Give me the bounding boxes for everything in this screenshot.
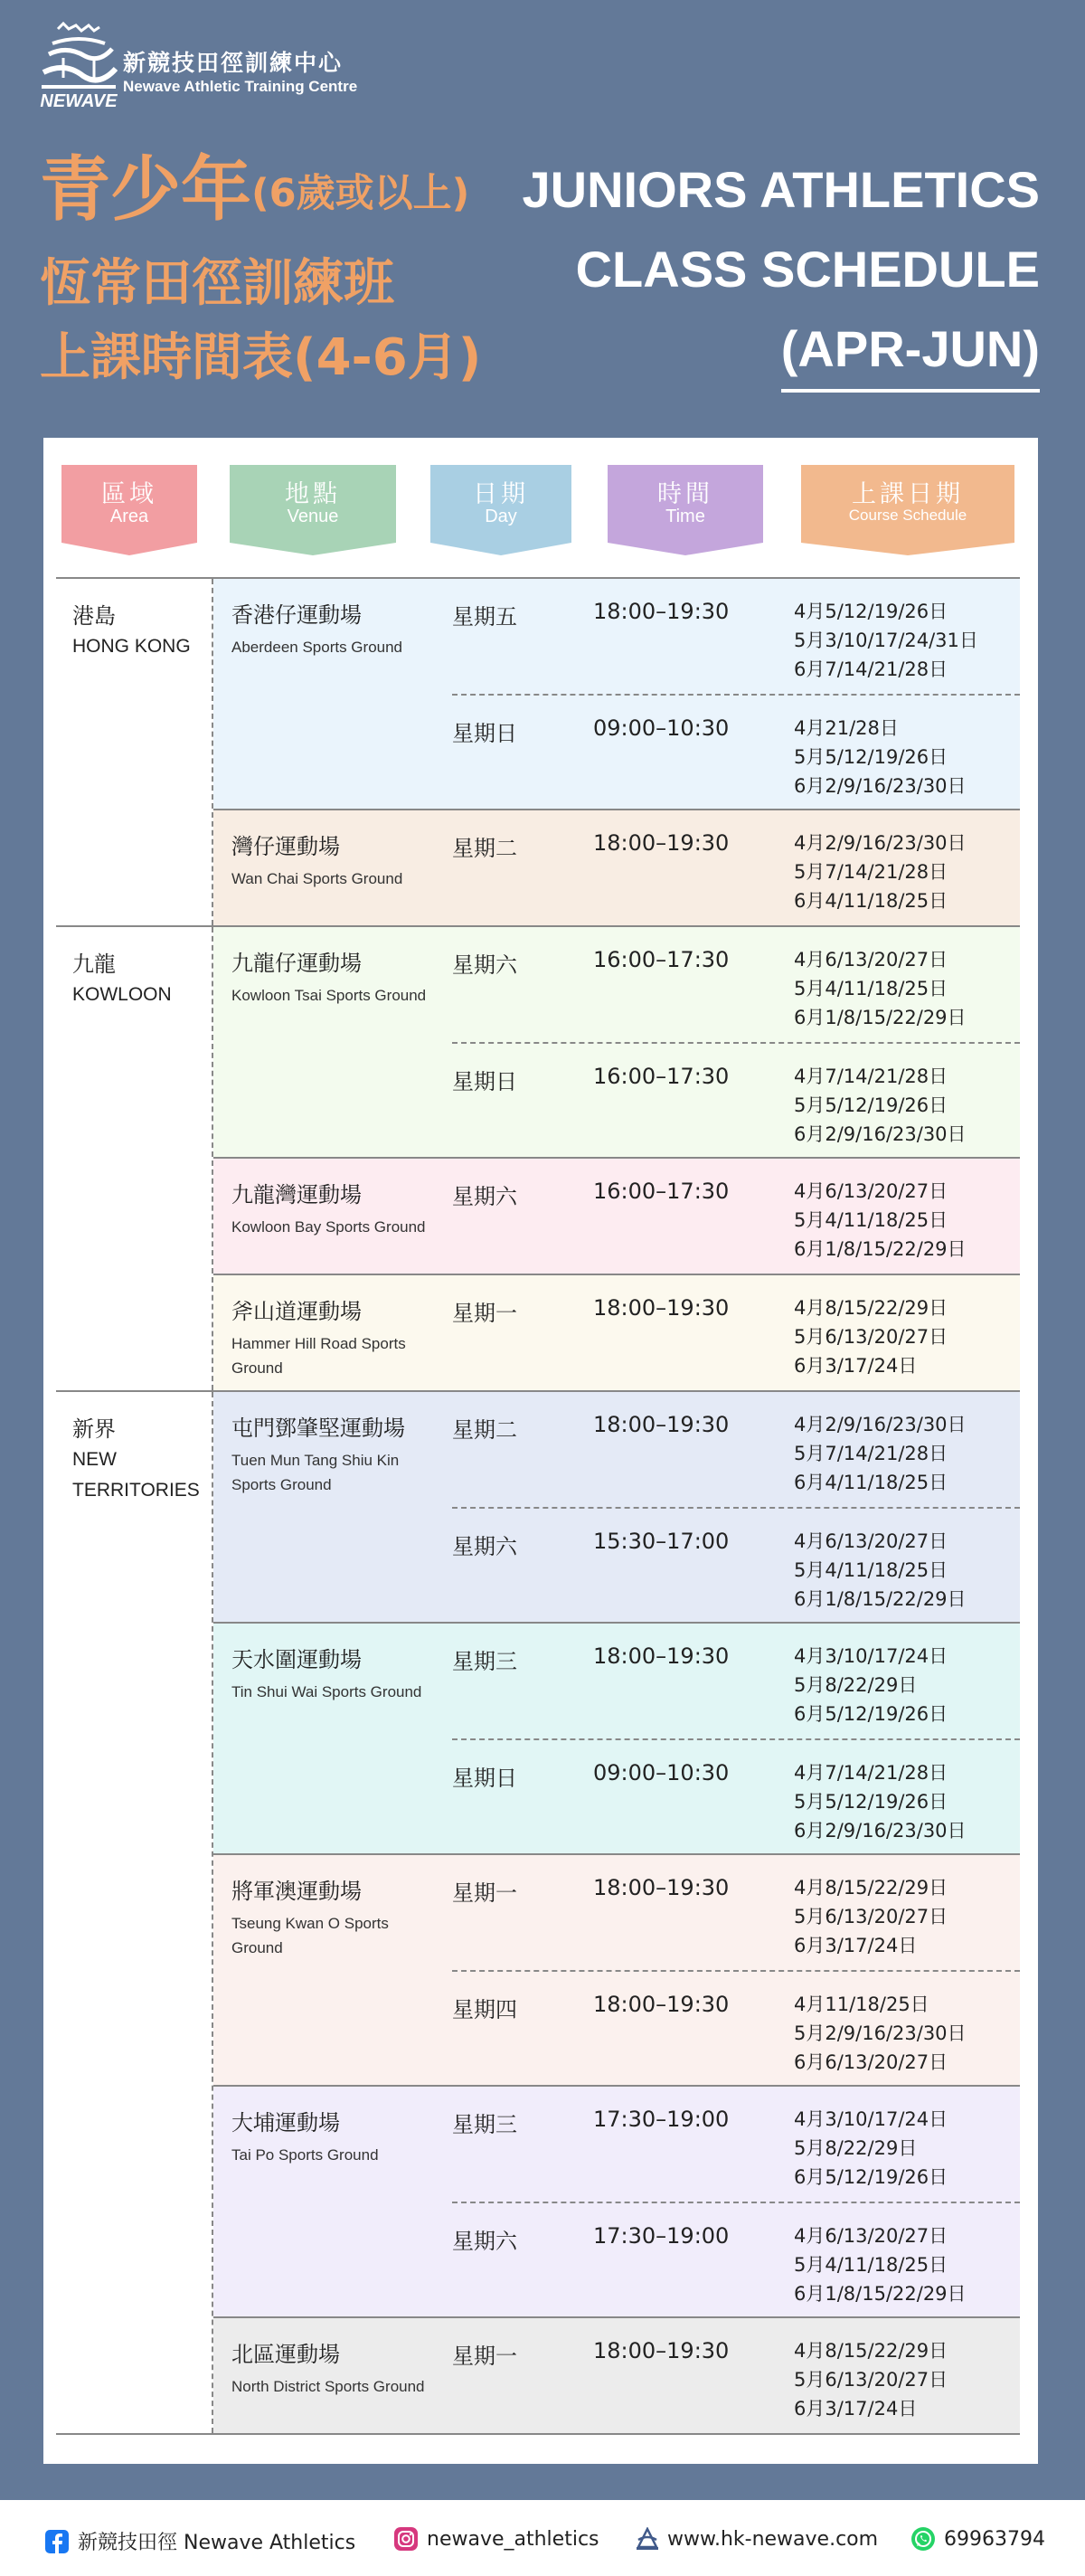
session-date-line: 4月8/15/22/29日 bbox=[794, 1297, 948, 1319]
venue-label bbox=[213, 927, 452, 1157]
title-en-line1: JUNIORS ATHLETICS bbox=[522, 161, 1040, 218]
session-date-line: 4月2/9/16/23/30日 bbox=[794, 832, 967, 854]
session-dates bbox=[794, 1740, 1020, 1853]
newave-logo-icon bbox=[40, 22, 118, 110]
brand-name-cn: 新競技田徑訓練中心 bbox=[123, 50, 344, 76]
session-date-line: 4月7/14/21/28日 bbox=[794, 1065, 948, 1087]
session-date-line: 5月4/11/18/25日 bbox=[794, 1559, 948, 1581]
session-day: 星期二 bbox=[452, 1417, 517, 1443]
session-date-line: 5月4/11/18/25日 bbox=[794, 978, 948, 999]
session-date-line: 4月6/13/20/27日 bbox=[794, 1530, 948, 1552]
session-date-line: 6月5/12/19/26日 bbox=[794, 1703, 948, 1725]
session-date-line: 5月8/22/29日 bbox=[794, 1674, 918, 1696]
venue-name-cn: 斧山道運動場 bbox=[231, 1299, 362, 1324]
venue-label bbox=[213, 1855, 452, 2085]
session-dates bbox=[794, 1275, 1020, 1390]
session-time: 18:00–19:30 bbox=[593, 830, 730, 856]
session-date-line: 6月1/8/15/22/29日 bbox=[794, 1588, 967, 1610]
session-list bbox=[452, 810, 1020, 925]
header-tab-course bbox=[801, 465, 1014, 555]
venue-list bbox=[213, 1392, 1020, 2433]
header-en: Day bbox=[485, 507, 517, 526]
header-en: Area bbox=[109, 507, 149, 526]
session-time: 17:30–19:00 bbox=[593, 2107, 730, 2132]
session-row bbox=[452, 2202, 1020, 2316]
session-row bbox=[452, 694, 1020, 809]
session-day: 星期六 bbox=[452, 952, 517, 978]
session-dates bbox=[794, 2087, 1020, 2202]
region-row bbox=[56, 1392, 1020, 2435]
footer bbox=[0, 2500, 1085, 2576]
region-label bbox=[56, 579, 213, 925]
region-name-cn: 港島 bbox=[72, 603, 116, 629]
session-date-line: 4月2/9/16/23/30日 bbox=[794, 1414, 967, 1435]
session-list bbox=[452, 579, 1020, 809]
session-row bbox=[452, 1738, 1020, 1853]
session-date-line: 4月6/13/20/27日 bbox=[794, 2225, 948, 2247]
session-time: 18:00–19:30 bbox=[593, 1875, 730, 1900]
header-tab-time bbox=[608, 465, 763, 555]
session-time: 18:00–19:30 bbox=[593, 1643, 730, 1669]
session-list bbox=[452, 1275, 1020, 1390]
session-date-line: 6月2/9/16/23/30日 bbox=[794, 775, 967, 797]
session-date-line: 4月8/15/22/29日 bbox=[794, 2340, 948, 2362]
session-day: 星期日 bbox=[452, 1069, 517, 1094]
session-time: 16:00–17:30 bbox=[593, 1064, 730, 1089]
session-list bbox=[452, 927, 1020, 1157]
region-name-cn: 新界 bbox=[72, 1416, 116, 1442]
session-day: 星期四 bbox=[452, 1997, 517, 2022]
instagram-text: newave_athletics bbox=[427, 2527, 599, 2551]
session-date-line: 6月1/8/15/22/29日 bbox=[794, 2283, 967, 2305]
session-date-line: 6月6/13/20/27日 bbox=[794, 2051, 948, 2073]
title-cn-age: (6歲或以上) bbox=[251, 171, 470, 216]
session-day: 星期日 bbox=[452, 721, 517, 746]
title-en-line2: CLASS SCHEDULE bbox=[575, 241, 1040, 298]
session-date-line: 6月3/17/24日 bbox=[794, 1355, 918, 1377]
session-row bbox=[452, 1855, 1020, 1970]
session-day: 星期三 bbox=[452, 1649, 517, 1674]
venue-name-en: Tuen Mun Tang Shiu Kin Sports Ground bbox=[231, 1452, 400, 1493]
session-date-line: 4月6/13/20/27日 bbox=[794, 949, 948, 971]
venue-label bbox=[213, 2087, 452, 2316]
title-cn-line2: 恆常田徑訓練班 bbox=[40, 254, 394, 313]
session-row bbox=[452, 927, 1020, 1042]
venue-name-en: Tin Shui Wai Sports Ground bbox=[231, 1683, 422, 1700]
session-date-line: 5月4/11/18/25日 bbox=[794, 2254, 948, 2276]
facebook-icon bbox=[45, 2530, 69, 2553]
venue-name-en: North District Sports Ground bbox=[231, 2378, 425, 2395]
venue-label bbox=[213, 1275, 452, 1390]
venue-row bbox=[213, 1274, 1020, 1390]
session-time: 17:30–19:00 bbox=[593, 2223, 730, 2249]
website-link[interactable] bbox=[635, 2527, 878, 2551]
session-dates bbox=[794, 1392, 1020, 1507]
session-date-line: 5月6/13/20/27日 bbox=[794, 1326, 948, 1348]
venue-list bbox=[213, 927, 1020, 1390]
session-date-line: 5月7/14/21/28日 bbox=[794, 1443, 948, 1464]
facebook-text: 新競技田徑 Newave Athletics bbox=[78, 2532, 356, 2554]
venue-label bbox=[213, 1392, 452, 1622]
session-row bbox=[452, 579, 1020, 694]
session-date-line: 6月4/11/18/25日 bbox=[794, 1472, 948, 1493]
header-en: Course Schedule bbox=[848, 507, 967, 524]
session-row bbox=[452, 1507, 1020, 1622]
region-name-en: KOWLOON bbox=[72, 984, 172, 1005]
session-date-line: 4月6/13/20/27日 bbox=[794, 1180, 948, 1202]
session-date-line: 6月5/12/19/26日 bbox=[794, 2166, 948, 2188]
session-dates bbox=[794, 696, 1020, 809]
venue-list bbox=[213, 579, 1020, 925]
session-time: 18:00–19:30 bbox=[593, 1992, 730, 2017]
session-time: 18:00–19:30 bbox=[593, 2338, 730, 2363]
venue-name-cn: 北區運動場 bbox=[231, 2342, 340, 2367]
header-cn: 日期 bbox=[473, 480, 529, 508]
whatsapp-icon bbox=[911, 2527, 935, 2551]
header-cn: 上課日期 bbox=[852, 480, 964, 508]
session-date-line: 4月8/15/22/29日 bbox=[794, 1877, 948, 1899]
session-list bbox=[452, 1392, 1020, 1622]
session-row bbox=[452, 1042, 1020, 1157]
title-cn-line3: 上課時間表(4-6月) bbox=[40, 328, 482, 387]
brand-name-en: Newave Athletic Training Centre bbox=[123, 78, 358, 95]
session-day: 星期六 bbox=[452, 2229, 517, 2254]
session-row bbox=[452, 1159, 1020, 1274]
header-en: Time bbox=[665, 507, 705, 526]
session-dates bbox=[794, 1855, 1020, 1970]
header-tab-day bbox=[430, 465, 571, 555]
session-day: 星期二 bbox=[452, 836, 517, 861]
session-day: 星期六 bbox=[452, 1534, 517, 1559]
region-label bbox=[56, 1392, 213, 2433]
venue-name-cn: 大埔運動場 bbox=[231, 2110, 340, 2136]
session-dates bbox=[794, 579, 1020, 694]
venue-name-cn: 將軍澳運動場 bbox=[231, 1879, 362, 1904]
whatsapp-text: 69963794 bbox=[944, 2527, 1045, 2551]
venue-label bbox=[213, 1159, 452, 1274]
session-date-line: 6月2/9/16/23/30日 bbox=[794, 1820, 967, 1842]
venue-name-cn: 九龍仔運動場 bbox=[231, 951, 362, 976]
venue-name-en: Kowloon Tsai Sports Ground bbox=[231, 987, 427, 1004]
facebook-link[interactable] bbox=[45, 2527, 355, 2555]
session-day: 星期一 bbox=[452, 1880, 517, 1906]
session-dates bbox=[794, 2203, 1020, 2316]
instagram-icon bbox=[394, 2527, 418, 2551]
session-date-line: 5月6/13/20/27日 bbox=[794, 2369, 948, 2391]
session-time: 16:00–17:30 bbox=[593, 947, 730, 972]
session-date-line: 6月2/9/16/23/30日 bbox=[794, 1123, 967, 1145]
venue-row bbox=[213, 2316, 1020, 2433]
session-list bbox=[452, 2087, 1020, 2316]
session-date-line: 5月5/12/19/26日 bbox=[794, 1791, 948, 1813]
venue-name-en: Wan Chai Sports Ground bbox=[231, 870, 403, 887]
session-dates bbox=[794, 810, 1020, 925]
session-dates bbox=[794, 1624, 1020, 1738]
session-row bbox=[452, 2318, 1020, 2433]
instagram-link[interactable] bbox=[394, 2527, 599, 2551]
venue-row bbox=[213, 1392, 1020, 1622]
venue-name-en: Aberdeen Sports Ground bbox=[231, 639, 403, 656]
session-date-line: 4月11/18/25日 bbox=[794, 1994, 929, 2015]
venue-name-cn: 香港仔運動場 bbox=[231, 602, 362, 628]
venue-name-cn: 屯門鄧肇堅運動場 bbox=[231, 1416, 405, 1441]
header-en: Venue bbox=[287, 507, 339, 526]
session-date-line: 5月5/12/19/26日 bbox=[794, 746, 948, 768]
session-day: 星期六 bbox=[452, 1184, 517, 1209]
session-date-line: 6月4/11/18/25日 bbox=[794, 890, 948, 912]
session-dates bbox=[794, 1509, 1020, 1622]
venue-name-en: Tai Po Sports Ground bbox=[231, 2146, 379, 2164]
session-day: 星期一 bbox=[452, 2344, 517, 2369]
session-row bbox=[452, 1275, 1020, 1390]
session-date-line: 5月7/14/21/28日 bbox=[794, 861, 948, 883]
venue-row bbox=[213, 2085, 1020, 2316]
session-date-line: 5月5/12/19/26日 bbox=[794, 1094, 948, 1116]
session-date-line: 5月8/22/29日 bbox=[794, 2137, 918, 2159]
venue-row bbox=[213, 579, 1020, 809]
session-date-line: 6月7/14/21/28日 bbox=[794, 658, 948, 680]
session-dates bbox=[794, 1159, 1020, 1274]
logo-text: NEWAVE bbox=[40, 91, 118, 110]
session-row bbox=[452, 1970, 1020, 2085]
session-row bbox=[452, 2087, 1020, 2202]
venue-label bbox=[213, 1624, 452, 1853]
session-time: 18:00–19:30 bbox=[593, 1295, 730, 1321]
session-time: 18:00–19:30 bbox=[593, 599, 730, 624]
session-dates bbox=[794, 2318, 1020, 2433]
region-name-cn: 九龍 bbox=[72, 952, 116, 977]
region-row bbox=[56, 927, 1020, 1392]
venue-name-en: Hammer Hill Road Sports Ground bbox=[231, 1335, 406, 1377]
region-row bbox=[56, 577, 1020, 927]
session-row bbox=[452, 810, 1020, 925]
session-row bbox=[452, 1392, 1020, 1507]
header-cn: 區域 bbox=[101, 480, 157, 508]
session-date-line: 6月3/17/24日 bbox=[794, 1935, 918, 1956]
session-list bbox=[452, 1855, 1020, 2085]
venue-name-cn: 天水圍運動場 bbox=[231, 1647, 362, 1672]
session-date-line: 6月3/17/24日 bbox=[794, 2398, 918, 2420]
region-name-en: HONG KONG bbox=[72, 636, 191, 657]
session-date-line: 4月3/10/17/24日 bbox=[794, 2108, 948, 2130]
title-cn-main: 青少年 bbox=[40, 149, 252, 231]
newave-small-logo-icon bbox=[635, 2527, 658, 2551]
header-tab-area bbox=[61, 465, 197, 555]
session-list bbox=[452, 1159, 1020, 1274]
session-day: 星期三 bbox=[452, 2112, 517, 2137]
session-date-line: 5月2/9/16/23/30日 bbox=[794, 2022, 967, 2044]
session-date-line: 6月1/8/15/22/29日 bbox=[794, 1238, 967, 1260]
session-dates bbox=[794, 1972, 1020, 2085]
venue-name-en: Tseung Kwan O Sports Ground bbox=[231, 1915, 389, 1956]
session-time: 16:00–17:30 bbox=[593, 1179, 730, 1204]
session-time: 09:00–10:30 bbox=[593, 1760, 730, 1785]
session-date-line: 4月7/14/21/28日 bbox=[794, 1762, 948, 1784]
venue-label bbox=[213, 579, 452, 809]
region-name-en: NEW TERRITORIES bbox=[72, 1449, 200, 1501]
session-time: 15:30–17:00 bbox=[593, 1529, 730, 1554]
venue-row bbox=[213, 809, 1020, 925]
whatsapp-link[interactable] bbox=[911, 2527, 1045, 2551]
title-cn-line1 bbox=[40, 147, 469, 237]
venue-row bbox=[213, 1622, 1020, 1853]
session-date-line: 4月21/28日 bbox=[794, 717, 899, 739]
session-date-line: 6月1/8/15/22/29日 bbox=[794, 1007, 967, 1028]
venue-label bbox=[213, 810, 452, 925]
session-day: 星期日 bbox=[452, 1766, 517, 1791]
venue-row bbox=[213, 927, 1020, 1157]
session-date-line: 4月5/12/19/26日 bbox=[794, 601, 948, 622]
header-cn: 地點 bbox=[285, 480, 341, 508]
session-day: 星期五 bbox=[452, 604, 517, 630]
header-cn: 時間 bbox=[657, 480, 713, 508]
session-list bbox=[452, 1624, 1020, 1853]
session-dates bbox=[794, 927, 1020, 1042]
session-time: 09:00–10:30 bbox=[593, 715, 730, 741]
session-day: 星期一 bbox=[452, 1301, 517, 1326]
venue-name-cn: 九龍灣運動場 bbox=[231, 1182, 362, 1208]
website-text: www.hk-newave.com bbox=[667, 2527, 879, 2551]
session-date-line: 4月3/10/17/24日 bbox=[794, 1645, 948, 1667]
session-list bbox=[452, 2318, 1020, 2433]
region-label bbox=[56, 927, 213, 1390]
session-row bbox=[452, 1624, 1020, 1738]
header-tab-venue bbox=[230, 465, 396, 555]
venue-row bbox=[213, 1157, 1020, 1274]
session-time: 18:00–19:30 bbox=[593, 1412, 730, 1437]
session-dates bbox=[794, 1044, 1020, 1157]
venue-label bbox=[213, 2318, 452, 2433]
session-date-line: 5月3/10/17/24/31日 bbox=[794, 630, 978, 651]
session-date-line: 5月6/13/20/27日 bbox=[794, 1906, 948, 1927]
venue-name-cn: 灣仔運動場 bbox=[231, 834, 340, 859]
session-date-line: 5月4/11/18/25日 bbox=[794, 1209, 948, 1231]
venue-row bbox=[213, 1853, 1020, 2085]
title-en-line3: (APR-JUN) bbox=[781, 313, 1040, 393]
venue-name-en: Kowloon Bay Sports Ground bbox=[231, 1218, 426, 1236]
schedule-table bbox=[56, 577, 1020, 2435]
